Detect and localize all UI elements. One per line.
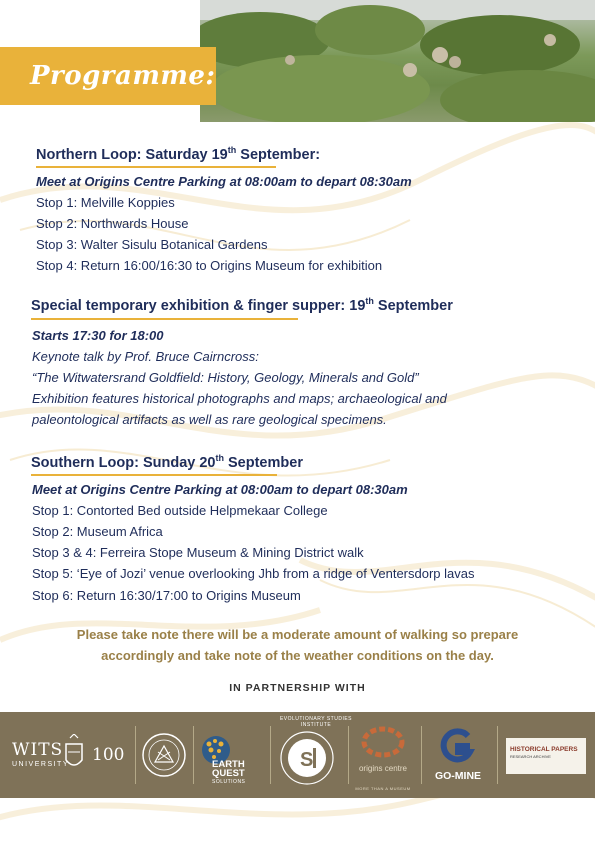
talk-title-line: “The Witwatersrand Goldfield: History, Geology, Minerals and Gold” [32,370,419,385]
svg-text:S: S [300,749,314,771]
section-title-rest: September [223,454,303,471]
stop-line: Stop 3 & 4: Ferreira Stope Museum & Mining District walk [32,545,364,560]
wits-crest-icon [62,734,86,776]
section-title-southern-loop [31,453,303,471]
go-mine-name: GO-MINE [434,770,482,782]
section-title-sup: th [215,453,224,463]
section-title-rest: September: [236,146,321,163]
walking-note-line1: Please take note there will be a moderate amount of walking so prepare [76,627,519,642]
divider [421,726,422,784]
origins-centre-icon [360,724,406,760]
origins-centre-name: origins centre [358,764,408,773]
section-title-sup: th [365,296,374,306]
divider [497,726,498,784]
wits-100-years: 100 [92,745,125,765]
section-underline [31,318,298,320]
go-mine-logo-icon [438,728,476,764]
walking-note-line2: accordingly and take note of the weather conditions on the day. [101,648,494,663]
stop-line: Stop 1: Melville Koppies [36,195,175,210]
stop-line: Stop 4: Return 16:00/16:30 to Origins Museum for exhibition [36,258,383,273]
historical-papers-logo [506,738,586,774]
earth-quest-line2: QUEST [212,768,245,779]
programme-banner [0,47,216,105]
meet-line: Meet at Origins Centre Parking at 08:00am to depart 08:30am [36,174,412,189]
stop-line: Stop 6: Return 16:30/17:00 to Origins Museum [32,588,301,603]
wits-logo [12,740,69,768]
divider [193,726,194,784]
wits-name: WITS [12,740,64,760]
start-time-line: Starts 17:30 for 18:00 [32,328,164,343]
section-title-rest: September [373,297,453,314]
section-title-text: Southern Loop: Sunday 20 [31,454,216,471]
section-underline [36,166,276,168]
section-title-sup: th [227,145,237,155]
divider [348,726,349,784]
programme-title: Programme: [30,61,216,91]
partnership-label: IN PARTNERSHIP WITH [229,682,366,694]
earth-quest-line3: SOLUTIONS [212,779,246,785]
section-title-text: Special temporary exhibition & finger supper: 19 [31,297,366,314]
partner-logos-bar [0,712,595,798]
esi-logo-icon [278,726,344,786]
society-emblem-icon [141,730,187,780]
section-title-text: Northern Loop: Saturday 19 [36,146,228,163]
walking-note [0,624,595,666]
meet-line: Meet at Origins Centre Parking at 08:00am to depart 08:30am [32,482,408,497]
section-title-northern-loop [36,145,320,163]
historical-papers-line2: RESEARCH ARCHIVE [510,754,551,759]
stop-line: Stop 1: Contorted Bed outside Helpmekaar College [32,503,328,518]
stop-line: Stop 2: Museum Africa [32,524,163,539]
divider [270,726,271,784]
historical-papers-line1: HISTORICAL PAPERS [510,746,578,753]
stop-line: Stop 3: Walter Sisulu Botanical Gardens [36,237,268,252]
section-title-exhibition [31,296,453,314]
keynote-line: Keynote talk by Prof. Bruce Cairncross: [32,349,259,364]
wits-sub: UNIVERSITY [12,761,70,768]
landscape-photo [200,0,595,122]
section-underline [31,474,277,476]
stop-line: Stop 5: ‘Eye of Jozi’ venue overlooking Jhb from a ridge of Ventersdorp lavas [32,566,475,581]
earth-quest-line1: EARTH [212,759,245,770]
earth-quest-text [212,760,245,787]
stop-line: Stop 2: Northwards House [36,216,189,231]
esi-ring-text: EVOLUTIONARY STUDIES INSTITUTE [279,716,353,728]
exhibition-line: Exhibition features historical photographs and maps; archaeological and [32,391,447,406]
exhibition-line: paleontological artifacts as well as rare geological specimens. [32,412,387,427]
divider [135,726,136,784]
origins-centre-tagline: MORE THAN A MUSEUM [355,786,411,791]
